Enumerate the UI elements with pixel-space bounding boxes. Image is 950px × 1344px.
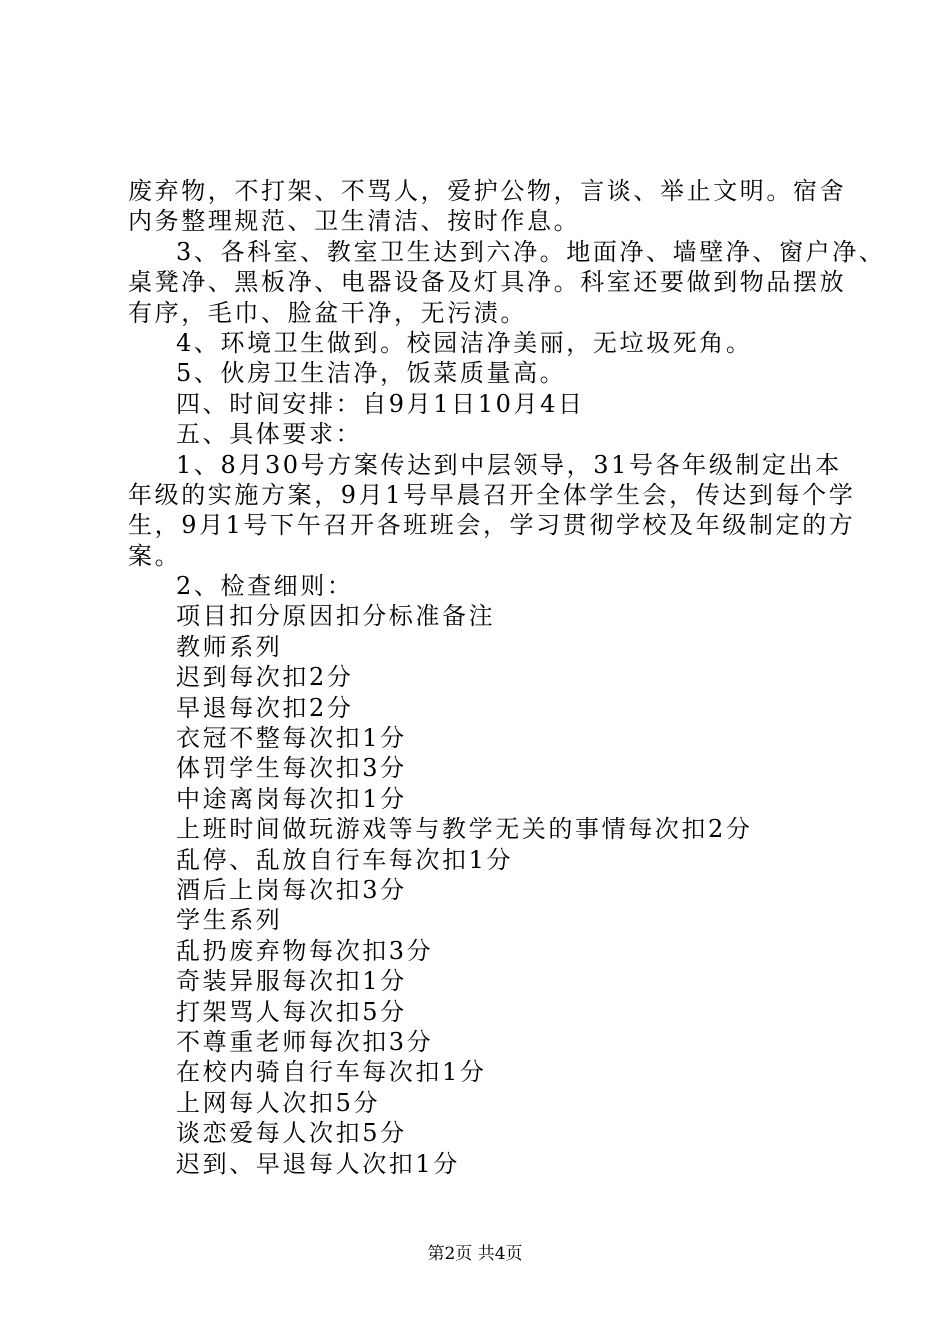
text-line: 废弃物，不打架、不骂人，爱护公物，言谈、举止文明。宿舍 [128,177,847,205]
text-line: 桌凳净、黑板净、电器设备及灯具净。科室还要做到物品摆放 [128,268,847,297]
category-line: 学生系列 [176,906,283,935]
rule-line: 谈恋爱每人次扣5分 [176,1119,407,1148]
section-heading: 四、时间安排：自9月1日10月4日 [176,389,585,418]
rule-line: 酒后上岗每次扣3分 [176,875,407,904]
rule-line: 乱扔废弃物每次扣3分 [176,936,434,965]
rule-line: 在校内骑自行车每次扣1分 [176,1058,487,1087]
rule-line: 乱停、乱放自行车每次扣1分 [176,845,514,874]
rule-line: 打架骂人每次扣5分 [176,997,407,1026]
text-line: 案。 [128,541,182,570]
text-line: 2、检查细则： [176,572,354,601]
text-line: 5、伙房卫生洁净，饭菜质量高。 [176,359,567,388]
text-line: 年级的实施方案，9月1号早晨召开全体学生会，传达到每个学 [128,480,856,509]
section-heading: 五、具体要求： [176,420,363,449]
text-line: 3、各科室、教室卫生达到六净。地面净、墙壁净、窗户净、 [176,237,886,266]
text-line: 4、环境卫生做到。校园洁净美丽，无垃圾死角。 [176,328,753,357]
rule-line: 早退每次扣2分 [176,693,354,722]
document-body [128,176,886,1179]
rule-line: 迟到每次扣2分 [176,663,354,692]
text-line: 1、8月30号方案传达到中层领导，31号各年级制定出本 [176,450,842,479]
rule-line: 不尊重老师每次扣3分 [176,1027,434,1056]
rule-line: 上班时间做玩游戏等与教学无关的事情每次扣2分 [176,815,753,844]
text-line: 生，9月1号下午召开各班班会，学习贯彻学校及年级制定的方 [128,511,856,540]
rule-line: 迟到、早退每人次扣1分 [176,1149,460,1178]
rule-line: 中途离岗每次扣1分 [176,784,407,813]
text-line: 有序，毛巾、脸盆干净，无污渍。 [128,298,527,327]
rule-line: 上网每人次扣5分 [176,1088,381,1117]
text-line: 内务整理规范、卫生清洁、按时作息。 [128,207,581,236]
category-line: 教师系列 [176,632,283,661]
table-header-line: 项目扣分原因扣分标准备注 [176,602,496,631]
rule-line: 体罚学生每次扣3分 [176,754,407,783]
rule-line: 衣冠不整每次扣1分 [176,724,407,753]
page-number-footer: 第2页 共4页 [427,1244,523,1264]
rule-line: 奇装异服每次扣1分 [176,967,407,996]
